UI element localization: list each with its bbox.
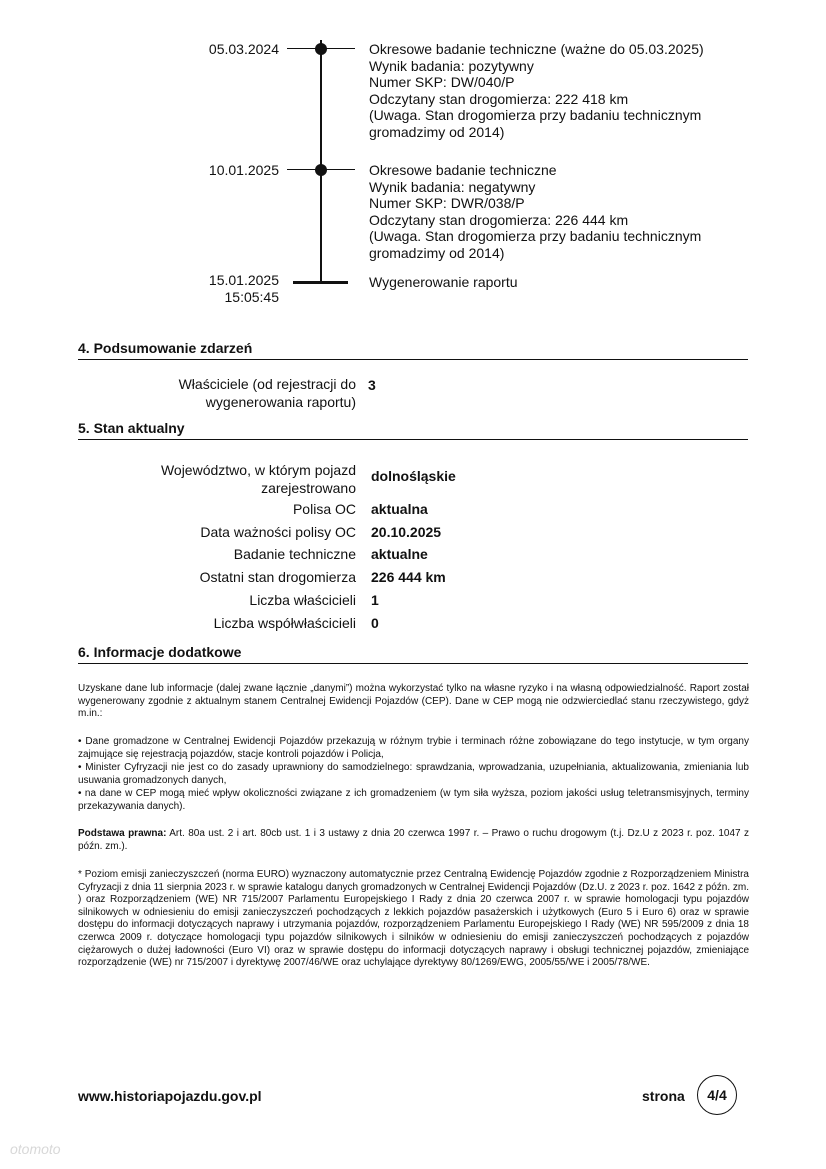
event-line: Odczytany stan drogomierza: 222 418 km <box>369 90 629 107</box>
voivodeship-value: dolnośląskie <box>371 468 456 484</box>
page-number-badge <box>697 1075 737 1115</box>
disclaimer-paragraph: Uzyskane dane lub informacje (dalej zwane łącznie „danymi”) można wykorzystać tylko na własne ryzyko i na własną odpowiedzialność. Raport został wygenerowany zgodnie z aktualnym stanem Centralnej Ewidencji Pojazdów (CEP). Dane w CEP mogą nie odzwierciedlać stanu rzeczywistego, gdyż m.in.: <box>78 683 749 720</box>
timeline-line <box>320 40 322 282</box>
event-line: (Uwaga. Stan drogomierza przy badaniu technicznym <box>369 107 702 123</box>
oc-expiry-label: Data ważności polisy OC <box>200 524 356 540</box>
owners-count-label: Liczba właścicieli <box>249 592 356 608</box>
event-date: 05.03.2024 <box>208 41 279 57</box>
event-description <box>369 41 729 140</box>
legal-basis-text: Art. 80a ust. 2 i art. 80cb ust. 1 i 3 ustawy z dnia 20 czerwca 1997 r. – Prawo o ruchu drogowym (t.j. Dz.U z 2023 r. poz. 1047 z późn. zm.). <box>78 828 749 852</box>
legal-basis-label: Podstawa prawna: <box>78 828 167 839</box>
event-line: Wynik badania: pozytywny <box>369 57 534 74</box>
oc-policy-value: aktualna <box>371 501 428 517</box>
disclaimer-bullet: • Minister Cyfryzacji nie jest co do zasady uprawniony do samodzielnego: sprawdzania, wprowadzania, uzupełniania, aktualizowania, zmieniania lub usuwania gromadzonych danych, <box>78 762 749 786</box>
page-number: 4/4 <box>707 1087 727 1103</box>
voivodeship-label-line1: Województwo, w którym pojazd <box>160 462 356 478</box>
emission-note: * Poziom emisji zanieczyszczeń (norma EURO) wyznaczony automatycznie przez Centralną Ewidencję Pojazdów zgodnie z Rozporządzeniem Ministra Cyfryzacji z dnia 11 sierpnia 2023 r. w sprawie katalogu danych gromadzonych w Centralnej Ewidencji Pojazdów (Dz.U. z 2023 r. poz. 1642 z późn. zm. ) oraz Rozporządzeniem (WE) NR 715/2007 Parlamentu Europejskiego I Rady z dnia 20 czerwca 2007 r. w sprawie homologacji typu pojazdów silnikowych w odniesieniu do emisji zanieczyszczeń pochodzących z lekkich pojazdów pasażerskich i użytkowych (Euro 5 i Euro 6) oraz w sprawie dostępu do informacji dotyczących naprawy i utrzymania pojazdów, rozporządzeniem Parlamentu Europejskiego I Rady (WE) NR 595/2009 z dnia 18 czerwca 2009 r. dotyczące homologacji typu pojazdów silnikowych i silników w odniesieniu do emisji zanieczyszczeń pochodzących z pojazdów ciężarowych o dużej ładowności (Euro VI) oraz w sprawie dostępu do informacji dotyczących naprawy i obsługi technicznej pojazdów, zmieniające rozporządzenie (WE) nr 715/2007 i dyrektywę 2007/46/WE oraz uchylające dyrektywy 80/1269/EWG, 2005/55/WE i 2005/78/WE. <box>78 869 749 969</box>
event-line: Odczytany stan drogomierza: 226 444 km <box>369 211 629 228</box>
timeline-dot <box>315 43 327 55</box>
event-line: Okresowe badanie techniczne <box>369 162 557 178</box>
section-4-title: 4. Podsumowanie zdarzeń <box>78 340 748 360</box>
owners-value: 3 <box>368 377 376 393</box>
disclaimer-bullet: • Dane gromadzone w Centralnej Ewidencji Pojazdów przekazują w różnym trybie i terminach różne zobowiązane do tego instytucje, w tym organy zajmujące się rejestracją pojazdów, stacje kontroli pojazdów i Policja, <box>78 736 749 760</box>
section-6-title: 6. Informacje dodatkowe <box>78 644 748 664</box>
event-line: gromadzimy od 2014) <box>369 244 505 261</box>
event-line: Numer SKP: DWR/038/P <box>369 195 525 211</box>
inspection-value: aktualne <box>371 546 428 562</box>
report-generated-text: Wygenerowanie raportu <box>369 274 518 290</box>
event-line: Okresowe badanie techniczne (ważne do 05.03.2025) <box>369 41 704 57</box>
event-line: (Uwaga. Stan drogomierza przy badaniu technicznym <box>369 228 702 244</box>
event-line: gromadzimy od 2014) <box>369 123 505 140</box>
event-description <box>369 162 729 261</box>
event-line: Numer SKP: DW/040/P <box>369 74 515 90</box>
odometer-label: Ostatni stan drogomierza <box>199 569 356 585</box>
odometer-value: 226 444 km <box>371 569 446 585</box>
watermark: otomoto <box>10 1141 61 1157</box>
section-5-title: 5. Stan aktualny <box>78 420 748 440</box>
legal-basis <box>78 828 749 853</box>
report-date: 15.01.2025 <box>208 272 279 288</box>
oc-expiry-value: 20.10.2025 <box>371 524 442 540</box>
report-time: 15:05:45 <box>224 289 279 305</box>
co-owners-count-label: Liczba współwłaścicieli <box>213 615 356 631</box>
event-date: 10.01.2025 <box>208 162 279 178</box>
timeline-dot <box>315 164 327 176</box>
oc-policy-label: Polisa OC <box>292 501 356 517</box>
co-owners-count-value: 0 <box>371 615 379 631</box>
inspection-label: Badanie techniczne <box>233 546 356 562</box>
owners-label-line2: wygenerowania raportu) <box>205 394 356 410</box>
timeline-end-bar <box>293 281 348 284</box>
website-link[interactable]: www.historiapojazdu.gov.pl <box>78 1088 262 1104</box>
event-line: Wynik badania: negatywny <box>369 178 536 195</box>
owners-label-line1: Właściciele (od rejestracji do <box>178 376 356 392</box>
owners-count-value: 1 <box>371 592 379 608</box>
voivodeship-label-line2: zarejestrowano <box>261 480 356 496</box>
disclaimer-bullet: • na dane w CEP mogą mieć wpływ okoliczności związane z ich gromadzeniem (w tym siła wyższa, poziom jakości usług teletransmisyjnych, terminy przekazywania danych). <box>78 788 749 812</box>
page-label: strona <box>642 1088 685 1104</box>
